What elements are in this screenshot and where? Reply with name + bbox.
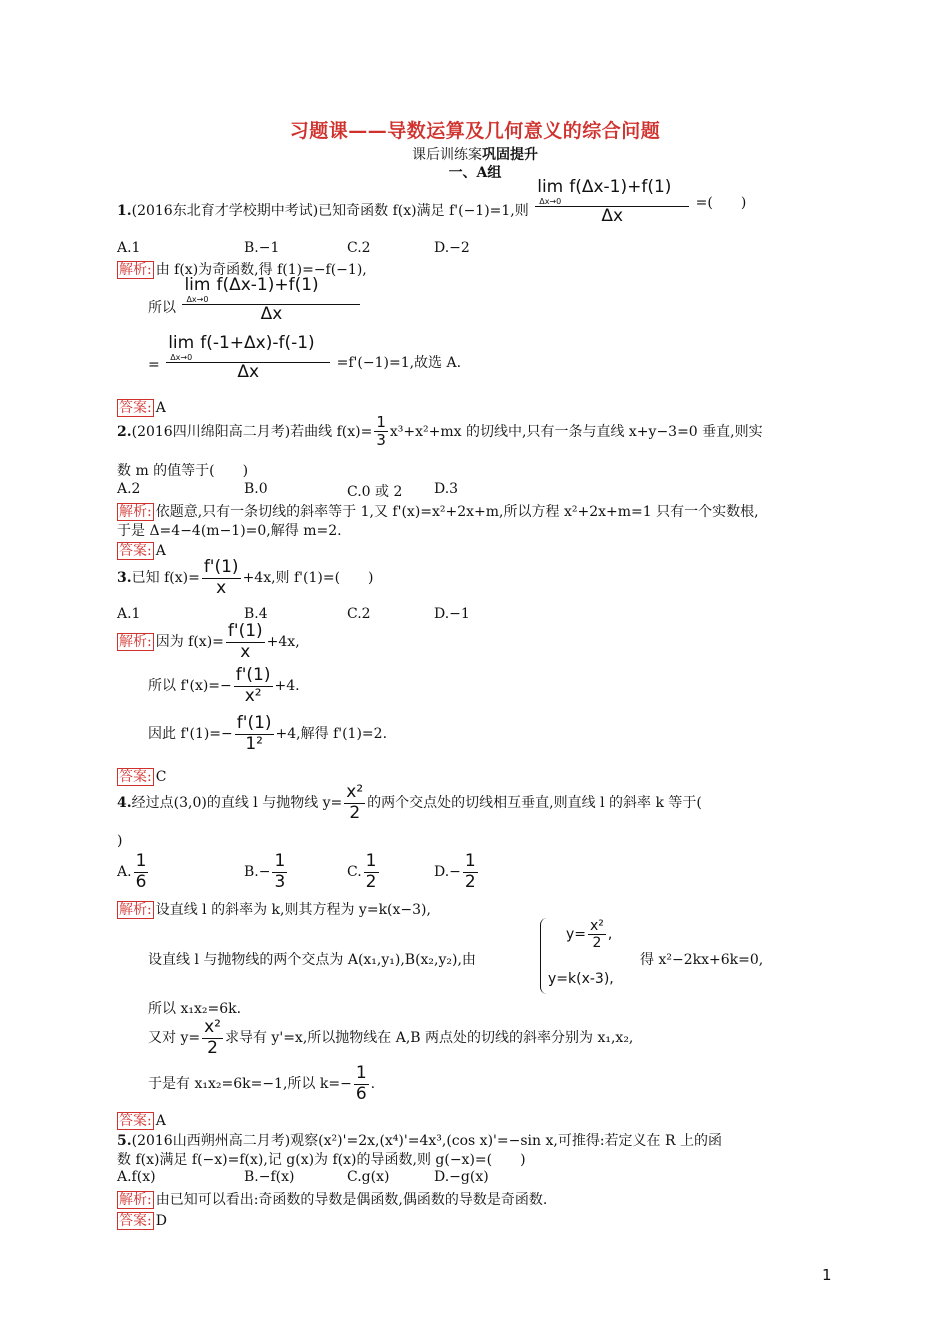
question-tail: =( ) <box>695 195 747 212</box>
analysis-1-line-1: 解析: 由 f(x)为奇函数,得 f(1)=−f(−1), <box>119 262 367 278</box>
subtitle-bold: 巩固提升 <box>482 147 538 163</box>
option-c: C. $\frac{1}{2}$ <box>347 851 377 892</box>
analysis-1-line-3: = lim Δx→0 f(-1+Δx)-f(-1) Δx =f'(−1)=1,故选 A. <box>148 333 462 382</box>
analysis-4-line-5: 于是有 x₁x₂=6k=−1,所以 k=− $\frac{1}{6}$ . <box>148 1063 376 1104</box>
question-2-stem-2: 数 m 的值等于( ) <box>117 463 249 479</box>
analysis-1-line-2: 所以 lim Δx→0 f(Δx-1)+f(1) Δx <box>148 276 362 324</box>
option-b: B.− $\frac{1}{3}$ <box>244 851 286 892</box>
option-c: C.g(x) <box>347 1169 390 1185</box>
option-a: A.2 <box>117 481 141 497</box>
question-5-stem: 5.(2016山西朔州高二月考)观察(x²)'=2x,(x⁴)'=4x³,(cos x)'=−sin x,可推得:若定义在 R 上的函 <box>117 1133 722 1149</box>
limit-operator: lim Δx→0 <box>537 177 564 206</box>
analysis-2-line-1: 解析: 依题意,只有一条切线的斜率等于 1,又 f'(x)=x²+2x+m,所以方程 x²+2x+m=1 只有一个实数根, <box>119 504 759 520</box>
answer-3: 答案: C <box>119 769 167 785</box>
option-d: D.−g(x) <box>434 1169 489 1185</box>
analysis-limit-fraction-2: lim Δx→0 f(-1+Δx)-f(-1) Δx <box>166 334 330 382</box>
question-3-stem: 3.已知 f(x)= $\frac{f'(1)}{x}$ +4x,则 f'(1)=( ) <box>117 557 374 598</box>
option-b: B.4 <box>244 606 268 622</box>
question-text: (2016东北育才学校期中考试)已知奇函数 f(x)满足 f'(−1)=1,则 <box>131 203 529 220</box>
answer-2: 答案: A <box>119 543 166 559</box>
analysis-3-line-1: 解析: 因为 f(x)= $\frac{f'(1)}{x}$ +4x, <box>119 621 300 662</box>
limit-denominator: Δx <box>601 205 624 226</box>
analysis-5: 解析: 由已知可以看出:奇函数的导数是偶函数,偶函数的导数是奇函数. <box>119 1192 548 1208</box>
analysis-2-line-2: 于是 Δ=4−4(m−1)=0,解得 m=2. <box>117 523 342 539</box>
analysis-4-line-1: 解析: 设直线 l 的斜率为 k,则其方程为 y=k(x−3), <box>119 902 431 918</box>
option-b: B.−f(x) <box>244 1169 295 1185</box>
option-d: D.−1 <box>434 606 470 622</box>
subtitle-prefix: 课后训练案 <box>412 147 482 163</box>
analysis-4-line-2-tail: 得 x²−2kx+6k=0, <box>640 952 764 968</box>
analysis-3-line-3: 因此 f'(1)=− $\frac{f'(1)}{\text{1²}}$ +4,解得 f'(1)=2. <box>148 713 388 754</box>
answer-tag: 答案: <box>119 400 152 416</box>
analysis-4-line-2: 设直线 l 与抛物线的两个交点为 A(x₁,y₁),B(x₂,y₂),由 <box>148 952 476 968</box>
answer-5: 答案: D <box>119 1213 167 1229</box>
question-4-stem: 4.经过点(3,0)的直线 l 与抛物线 y= $\frac{\text{x²}}{2}$ 的两个交点处的切线相互垂直,则直线 l 的斜率 k 等于( <box>117 782 702 823</box>
option-a: A.1 <box>117 606 141 622</box>
option-a: A. $\frac{1}{6}$ <box>117 851 147 892</box>
option-b: B.0 <box>244 481 268 497</box>
analysis-tag: 解析: <box>119 262 152 278</box>
equation-system-brace <box>540 918 547 994</box>
question-number: 1. <box>117 203 132 220</box>
option-a: A.f(x) <box>117 1169 156 1185</box>
answer-1: 答案: A <box>119 400 166 416</box>
question-1-stem <box>117 178 746 226</box>
page-title: 习题课——导数运算及几何意义的综合问题 <box>289 120 661 142</box>
option-c: C.2 <box>347 240 371 256</box>
analysis-4-line-4: 又对 y= $\frac{\text{x²}}{2}$ 求导有 y'=x,所以抛物线在 A,B 两点处的切线的斜率分别为 x₁,x₂, <box>148 1017 634 1058</box>
option-c: C.2 <box>347 606 371 622</box>
question-4-stem-2: ) <box>117 833 123 849</box>
limit-numerator: f(Δx-1)+f(1) <box>569 177 672 197</box>
page-number: 1 <box>822 1266 832 1284</box>
option-d: D.− $\frac{1}{2}$ <box>434 851 476 892</box>
option-a: A.1 <box>117 240 141 256</box>
analysis-4-line-3: 所以 x₁x₂=6k. <box>148 1001 242 1017</box>
system-equation-1: y= $\frac{\text{x²}}{2}$ , <box>566 918 613 952</box>
option-d: D.−2 <box>434 240 470 256</box>
section-heading: 一、A组 <box>448 165 502 181</box>
option-b: B.−1 <box>244 240 280 256</box>
system-equation-2: y=k(x-3), <box>548 971 614 987</box>
limit-fraction <box>535 178 689 226</box>
page-subtitle <box>0 144 950 164</box>
answer-4: 答案: A <box>119 1113 166 1129</box>
question-2-stem: 2.(2016四川绵阳高二月考)若曲线 f(x)= $\frac{1}{3}$ x³+x²+mx 的切线中,只有一条与直线 x+y−3=0 垂直,则实 <box>117 413 763 450</box>
analysis-limit-fraction: lim Δx→0 f(Δx-1)+f(1) Δx <box>182 276 360 324</box>
question-5-stem-2: 数 f(x)满足 f(−x)=f(x),记 g(x)为 f(x)的导函数,则 g(−x)=( ) <box>117 1152 526 1168</box>
analysis-3-line-2: 所以 f'(x)=− $\frac{f'(1)}{\text{x²}}$ +4. <box>148 665 300 706</box>
option-d: D.3 <box>434 481 459 497</box>
option-c: C.0 或 2 <box>347 484 403 500</box>
